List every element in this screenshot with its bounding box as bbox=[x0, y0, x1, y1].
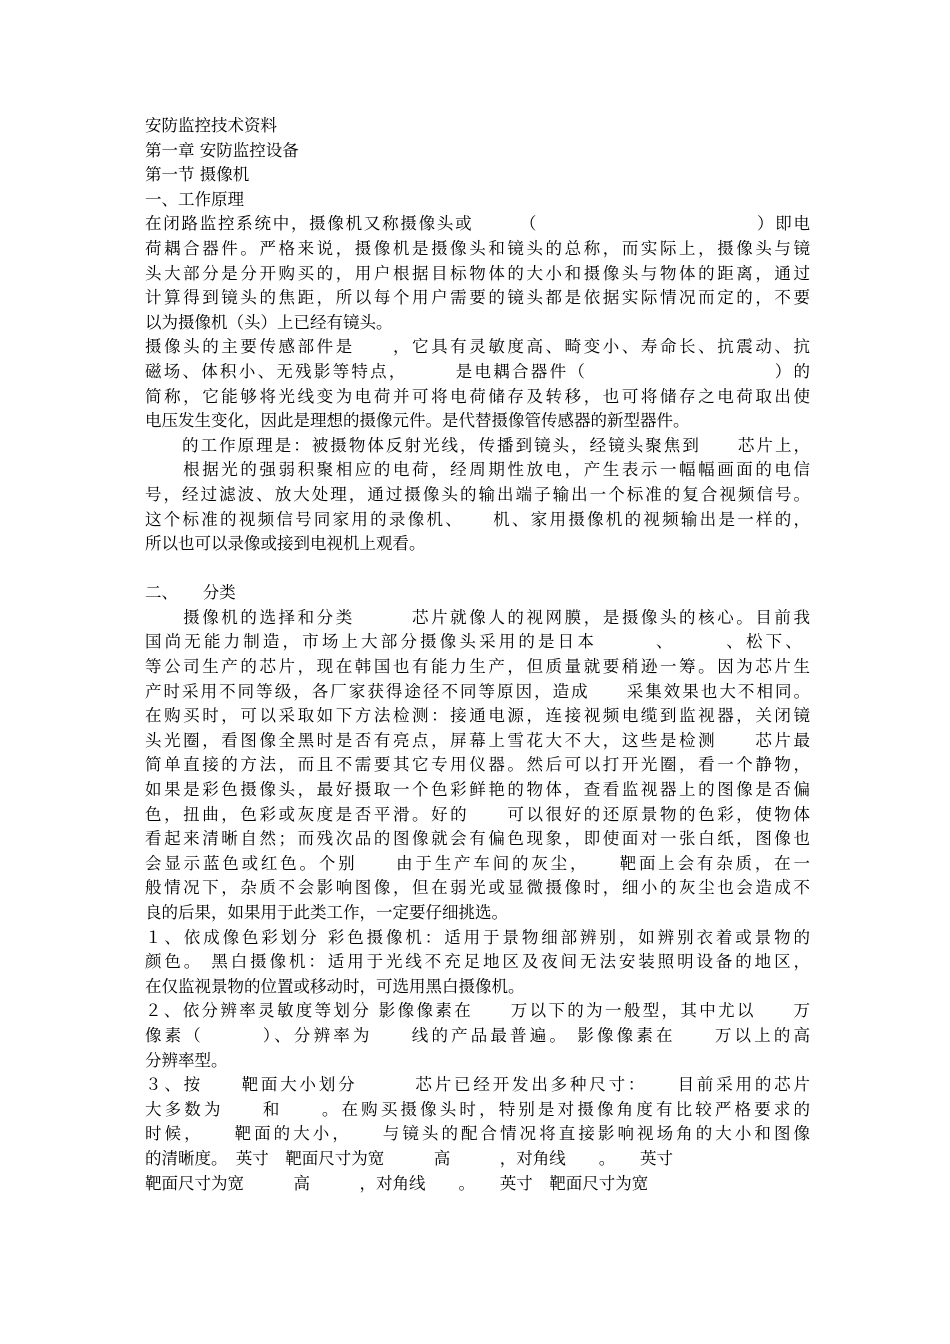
text-line: 产时采用不同等级，各厂家获得途径不同等原因，造成 采集效果也大不相同。 bbox=[145, 681, 810, 701]
part2-heading: 二、 分类 bbox=[145, 583, 236, 603]
text-line: 电压发生变化，因此是理想的摄像元件。是代替摄像管传感器的新型器件。 bbox=[145, 411, 690, 431]
text-line: 分辨率型。 bbox=[145, 1050, 228, 1070]
text-line: ２、依分辨率灵敏度等划分 影像像素在 万以下的为一般型，其中尤以 万 bbox=[145, 1001, 810, 1021]
text-line: 这个标准的视频信号同家用的录像机、 机、家用摄像机的视频输出是一样的， bbox=[145, 509, 810, 529]
part1-paragraphs bbox=[145, 212, 810, 556]
item-target-size-classification bbox=[145, 1073, 810, 1196]
text-line: 色，扭曲，色彩或灰度是否平滑。好的 可以很好的还原景物的色彩，使物体 bbox=[145, 804, 810, 824]
text-line: 像素（ ）、分辨率为 线的产品最普遍。 影像像素在 万以上的高 bbox=[145, 1025, 810, 1045]
text-line: 简单直接的方法，而且不需要其它专用仪器。然后可以打开光圈，看一个静物， bbox=[145, 755, 810, 775]
text-line: 时候， 靶面的大小， 与镜头的配合情况将直接影响视场角的大小和图像 bbox=[145, 1124, 810, 1144]
part1-heading: 一、工作原理 bbox=[145, 189, 244, 209]
text-line: 根据光的强弱积聚相应的电荷，经周期性放电，产生表示一幅幅画面的电信 bbox=[145, 460, 810, 480]
text-line: 计算得到镜头的焦距，所以每个用户需要的镜头都是依据实际情况而定的，不要 bbox=[145, 288, 810, 308]
text-line: １、依成像色彩划分 彩色摄像机：适用于景物细部辨别，如辨别衣着或景物的 bbox=[145, 927, 810, 947]
item-resolution-classification bbox=[145, 999, 810, 1073]
text-line: ３、按 靶面大小划分 芯片已经开发出多种尺寸： 目前采用的芯片 bbox=[145, 1075, 810, 1095]
blank-line bbox=[145, 557, 810, 582]
text-line: 国尚无能力制造，市场上大部分摄像头采用的是日本 、 、松下、 bbox=[145, 632, 810, 652]
text-line: 所以也可以录像或接到电视机上观看。 bbox=[145, 534, 426, 554]
document-body bbox=[145, 114, 810, 1196]
part2-paragraphs bbox=[145, 606, 810, 926]
text-line: 以为摄像机（头）上已经有镜头。 bbox=[145, 312, 393, 332]
text-line: 头大部分是分开购买的，用户根据目标物体的大小和摄像头与物体的距离，通过 bbox=[145, 263, 810, 283]
text-line: 荷耦合器件。严格来说，摄像机是摄像头和镜头的总称，而实际上，摄像头与镜 bbox=[145, 238, 810, 258]
text-line: 头光圈，看图像全黑时是否有亮点，屏幕上雪花大不大，这些是检测 芯片最 bbox=[145, 730, 810, 750]
text-line: 看起来清晰自然；而残次品的图像就会有偏色现象，即使面对一张白纸，图像也 bbox=[145, 829, 810, 849]
text-line: 摄像机的选择和分类 芯片就像人的视网膜，是摄像头的核心。目前我 bbox=[145, 607, 810, 627]
document-title: 安防监控技术资料 bbox=[145, 116, 277, 135]
text-line: 般情况下，杂质不会影响图像，但在弱光或显微摄像时，细小的灰尘也会造成不 bbox=[145, 878, 810, 898]
text-line: 大多数为 和 。在购买摄像头时，特别是对摄像角度有比较严格要求的 bbox=[145, 1099, 810, 1119]
text-line: 等公司生产的芯片，现在韩国也有能力生产，但质量就要稍逊一筹。因为芯片生 bbox=[145, 657, 810, 677]
chapter-heading: 第一章 安防监控设备 bbox=[145, 140, 299, 160]
text-line: 摄像头的主要传感部件是 ，它具有灵敏度高、畸变小、寿命长、抗震动、抗 bbox=[145, 337, 810, 357]
text-line: 靶面尺寸为宽 高 ，对角线 。 英寸 靶面尺寸为宽 bbox=[145, 1173, 649, 1193]
text-line: 磁场、体积小、无残影等特点， 是电耦合器件（ ）的 bbox=[145, 361, 810, 381]
text-line: 颜色。 黑白摄像机：适用于光线不充足地区及夜间无法安装照明设备的地区， bbox=[145, 952, 810, 972]
text-line: 在购买时，可以采取如下方法检测：接通电源，连接视频电缆到监视器，关闭镜 bbox=[145, 706, 810, 726]
text-line: 的工作原理是：被摄物体反射光线，传播到镜头，经镜头聚焦到 芯片上， bbox=[145, 435, 810, 455]
text-line: 在闭路监控系统中，摄像机又称摄像头或 （ ）即电 bbox=[145, 214, 810, 234]
text-line: 号，经过滤波、放大处理，通过摄像头的输出端子输出一个标准的复合视频信号。 bbox=[145, 484, 810, 504]
text-line: 如果是彩色摄像头，最好摄取一个色彩鲜艳的物体，查看监视器上的图像是否偏 bbox=[145, 780, 810, 800]
text-line: 在仅监视景物的位置或移动时，可选用黑白摄像机。 bbox=[145, 976, 525, 996]
text-line: 简称，它能够将光线变为电荷并可将电荷储存及转移，也可将储存之电荷取出使 bbox=[145, 386, 810, 406]
text-line: 良的后果，如果用于此类工作，一定要仔细挑选。 bbox=[145, 903, 508, 922]
text-line: 的清晰度。 英寸 靶面尺寸为宽 高 ，对角线 。 英寸 bbox=[145, 1148, 673, 1168]
text-line: 会显示蓝色或红色。个别 由于生产车间的灰尘， 靶面上会有杂质，在一 bbox=[145, 853, 810, 873]
section-heading: 第一节 摄像机 bbox=[145, 165, 250, 185]
item-color-classification bbox=[145, 926, 810, 1000]
